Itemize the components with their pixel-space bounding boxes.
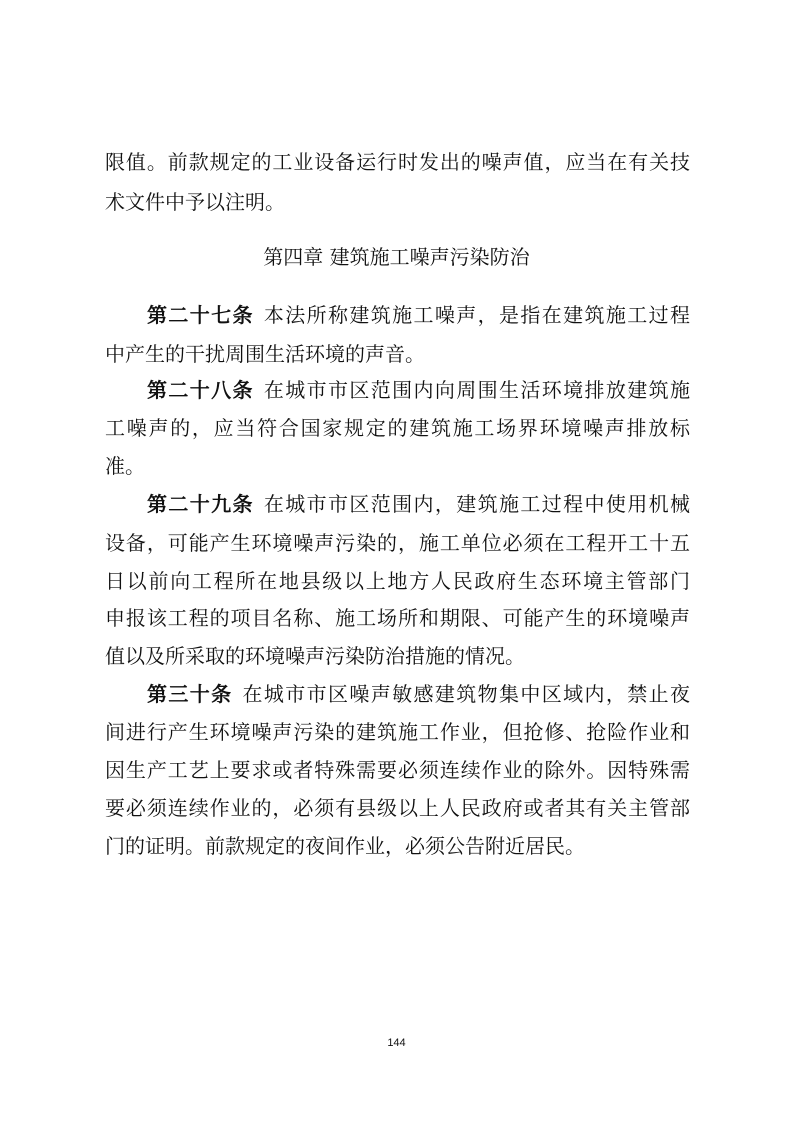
article-line: 门的证明。前款规定的夜间作业，必须公告附近居民。 [105, 834, 585, 858]
article-label: 第二十九条 [147, 492, 254, 516]
article-text: 本法所称建筑施工噪声，是指在建筑施工过程 [263, 303, 690, 327]
page-number: 144 [387, 1037, 406, 1049]
article-line: 申报该工程的项目名称、施工场所和期限、可能产生的环境噪声 [105, 606, 690, 630]
paragraph-line: 限值。前款规定的工业设备运行时发出的噪声值，应当在有关技 [105, 150, 690, 174]
article-line: 因生产工艺上要求或者特殊需要必须连续作业的除外。因特殊需 [105, 758, 690, 782]
article-first-line [147, 680, 690, 708]
article-text: 在城市市区范围内，建筑施工过程中使用机械 [263, 492, 690, 516]
article-label: 第二十八条 [147, 378, 254, 402]
article-line: 要必须连续作业的，必须有县级以上人民政府或者其有关主管部 [105, 796, 690, 820]
article-line: 设备，可能产生环境噪声污染的，施工单位必须在工程开工十五 [105, 531, 690, 555]
article-line: 准。 [105, 454, 145, 478]
article-text: 在城市市区噪声敏感建筑物集中区域内，禁止夜 [242, 682, 690, 706]
article-line: 中产生的干扰周围生活环境的声音。 [105, 342, 425, 366]
article-line: 日以前向工程所在地县级以上地方人民政府生态环境主管部门 [105, 569, 690, 593]
article-line: 工噪声的，应当符合国家规定的建筑施工场界环境噪声排放标 [105, 416, 690, 440]
paragraph-line: 术文件中予以注明。 [105, 190, 285, 214]
article-first-line [147, 301, 690, 329]
article-text: 在城市市区范围内向周围生活环境排放建筑施 [263, 378, 690, 402]
article-line: 间进行产生环境噪声污染的建筑施工作业，但抢修、抢险作业和 [105, 720, 690, 744]
article-line: 值以及所采取的环境噪声污染防治措施的情况。 [105, 644, 525, 668]
article-label: 第三十条 [147, 682, 233, 706]
chapter-heading: 第四章 建筑施工噪声污染防治 [263, 245, 530, 269]
article-first-line [147, 376, 690, 404]
article-first-line [147, 490, 690, 518]
article-label: 第二十七条 [147, 303, 254, 327]
